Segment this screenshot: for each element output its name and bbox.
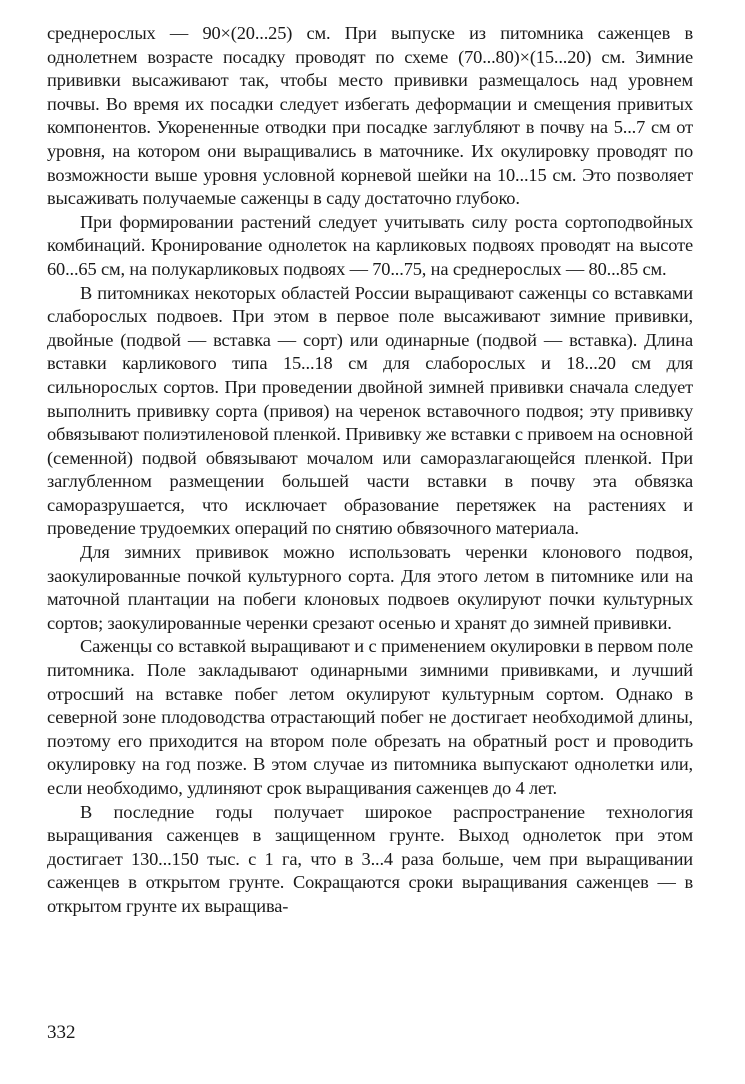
paragraph-3: В питомниках некоторых областей России выращивают саженцы со вставками слаборослых подвоев. При этом в первое поле высаживают зимние прививки, двойные (подвой — вставка — сорт) или одинарные (подвой — вставка). Длина вставки карликового типа 15...18 см для слаборослых и 18...20 см для сильнорослых сортов. При проведении двойной зимней прививки сначала следует выполнить прививку сорта (привоя) на черенок вставочного подвоя; эту прививку обвязывают полиэтиленовой пленкой. Прививку же вставки с привоем на основной (семенной) подвой обвязывают мочалом или саморазлагающейся пленкой. При заглубленном размещении большей части вставки в почву эта обвязка саморазрушается, что исключает образование перетяжек на растениях и проведение трудоемких операций по снятию обвязочного материала. [47,282,693,539]
paragraph-1: среднерослых — 90×(20...25) см. При выпуске из питомника саженцев в однолетнем возрасте посадку проводят по схеме (70...80)×(15...20) см. Зимние прививки высаживают так, чтобы место прививки размещалось над уровнем почвы. Во время их посадки следует избегать деформации и смещения привитых компонентов. Укорененные отводки при посадке заглубляют в почву на 5...7 см от уровня, на котором они выращивались в маточнике. Их окулировку проводят по возможности выше уровня условной корневой шейки на 10...15 см. Это позволяет высаживать получаемые саженцы в саду достаточно глубоко. [47,23,693,209]
paragraph-6: В последние годы получает широкое распространение технология выращивания саженцев в защищенном грунте. Выход однолеток при этом достигает 130...150 тыс. с 1 га, что в 3...4 раза больше, чем при выращивании саженцев в открытом грунте. Сокращаются сроки выращивания саженцев — в открытом грунте их выращива- [47,801,693,916]
paragraph-4: Для зимних прививок можно использовать черенки клонового подвоя, заокулированные почкой культурного сорта. Для этого летом в питомнике или на маточной плантации на побеги клоновых подвоев окулируют почки культурных сортов; заокулированные черенки срезают осенью и хранят до зимней прививки. [47,542,693,633]
body-text [47,22,693,919]
book-page [47,22,693,1062]
page-number: 332 [47,1022,76,1043]
paragraph-5: Саженцы со вставкой выращивают и с применением окулировки в первом поле питомника. Поле закладывают одинарными зимними прививками, и лучший отросший на вставке побег летом окулируют культурным сортом. Однако в северной зоне плодоводства отрастающий побег не достигает необходимой длины, поэтому его приходится на втором поле обрезать на обратный рост и проводить окулировку на год позже. В этом случае из питомника выпускают однолетки или, если необходимо, удлиняют срок выращивания саженцев до 4 лет. [47,636,693,798]
paragraph-2: При формировании растений следует учитывать силу роста сортоподвойных комбинаций. Кронирование однолеток на карликовых подвоях проводят на высоте 60...65 см, на полукарликовых подвоях — 70...75, на среднерослых — 80...85 см. [47,211,693,279]
